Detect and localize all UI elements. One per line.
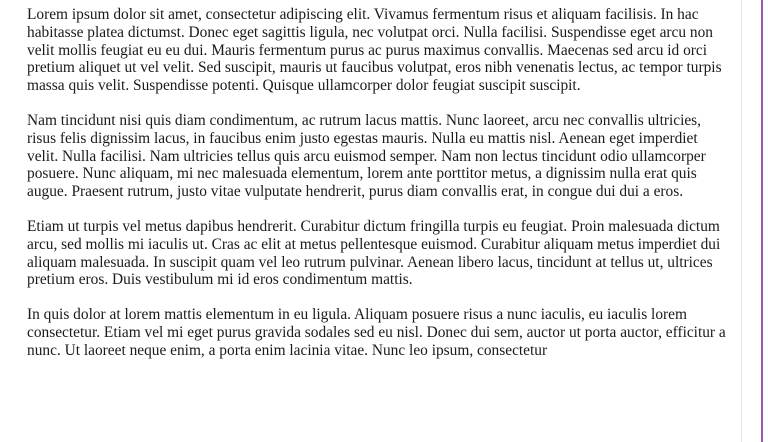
document-body xyxy=(27,6,727,377)
paragraph-3: Etiam ut turpis vel metus dapibus hendrerit. Curabitur dictum fringilla turpis eu feugiat. Proin malesuada dictum arcu, sed mollis mi iaculis ut. Cras ac elit at metus pellentesque euismod. Curabitur aliquam metus imperdiet dui aliquam malesuada. In suscipit quam vel leo rutrum pulvinar. Aenean libero lacus, tincidunt at tellus ut, ultrices pretium eros. Duis vestibulum mi id eros condimentum mattis. xyxy=(27,217,721,289)
paragraph-4: In quis dolor at lorem mattis elementum in eu ligula. Aliquam posuere risus a nunc iaculis, eu iaculis lorem consectetur. Etiam vel mi eget purus gravida sodales sed eu nisl. Donec dui sem, auctor ut porta auctor, efficitur a nunc. Ut laoreet neque enim, a porta enim lacinia vitae. Nunc leo ipsum, consectetur xyxy=(27,306,726,359)
paragraph-1: Lorem ipsum dolor sit amet, consectetur adipiscing elit. Vivamus fermentum risus et aliquam facilisis. In hac habitasse platea dictumst. Donec eget sagittis ligula, nec volutpat orci. Nulla facilisi. Suspendisse eget arcu non velit mollis feugiat eu eu dui. Mauris fermentum purus ac purus maximus convallis. Maecenas sed arcu id orci pretium aliquet ut vel velit. Sed suscipit, mauris ut faucibus volutpat, eros nibh venenatis lectus, ac tempor turpis massa quis velit. Suspendisse potenti. Quisque ullamcorper dolor feugiat suscipit suscipit. xyxy=(27,6,722,95)
paragraph-2: Nam tincidunt nisi quis diam condimentum, ac rutrum lacus mattis. Nunc laoreet, arcu nec convallis ultricies, risus felis dignissim lacus, in faucibus enim justo egestas mauris. Nulla eu mattis nisl. Aenean eget imperdiet velit. Nulla facilisi. Nam ultricies tellus quis arcu euismod semper. Nam non lectus tincidunt odio ullamcorper posuere. Nunc aliquam, mi nec malesuada elementum, lorem ante porttitor metus, a dignissim nulla erat quis augue. Praesent rutrum, justo vitae vulputate hendrerit, purus diam convallis erat, in congue dui dui a eros. xyxy=(27,111,706,201)
scroll-accent-bar[interactable] xyxy=(761,0,763,442)
page-edge-divider xyxy=(741,0,742,442)
